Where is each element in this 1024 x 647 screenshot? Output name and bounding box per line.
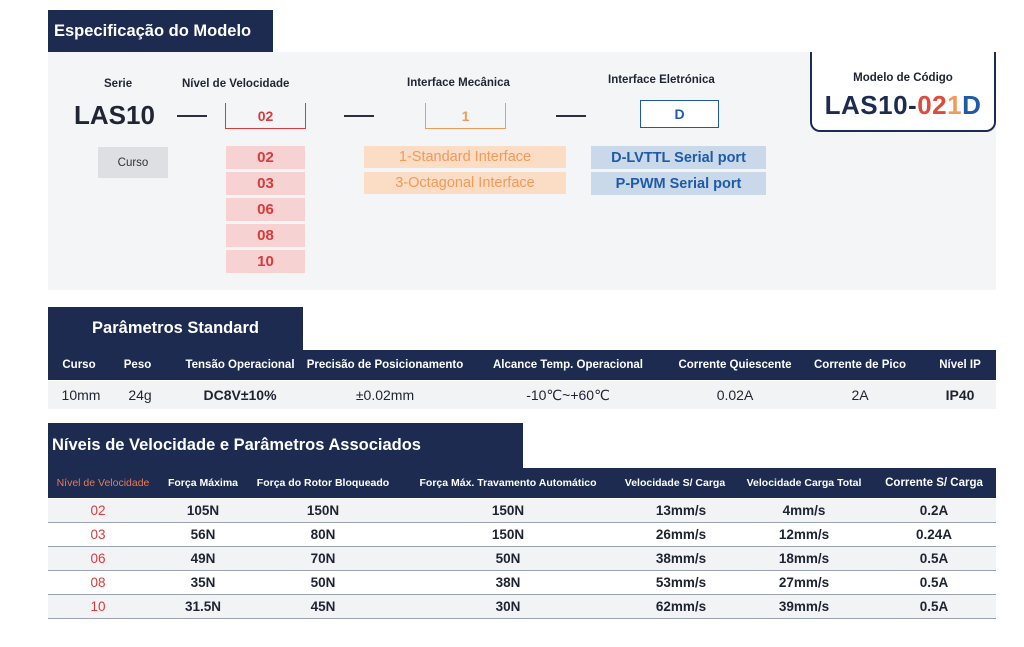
model-code-label: Modelo de Código [853,72,953,84]
standard-value-row [48,381,996,409]
speeds-header-cell: Força do Rotor Bloqueado [256,477,390,489]
speed-level-cell: 02 [90,503,106,518]
full-load-speed-cell: 18mm/s [778,551,830,566]
no-load-speed-cell: 38mm/s [655,551,707,566]
mech-code-box[interactable] [425,103,506,129]
standard-header-cell: Precisão de Posicionamento [306,359,464,371]
standard-value-cell: 24g [128,387,152,403]
standard-header-cell: Corrente de Pico [813,359,907,371]
stall-force-cell: 150N [306,503,340,518]
self-lock-force-cell: 50N [495,551,521,566]
full-load-speed-cell: 39mm/s [778,599,830,614]
table-row [48,595,996,618]
standard-value-cell: 2A [851,387,869,403]
spec-section-title [48,10,273,52]
standard-value-cell: 0.02A [716,387,754,403]
separator-dash-3 [556,115,586,117]
row-divider [48,546,996,547]
model-code-speed: 02 [917,90,948,120]
standard-header-cell: Nível IP [939,359,981,371]
serie-label: Serie [104,78,133,90]
standard-header-cell: Corrente Quiescente [678,359,792,371]
speeds-section-title [48,423,523,468]
speeds-title-text: Níveis de Velocidade e Parâmetros Associados [52,436,421,454]
elec-option[interactable]: D-LVTTL Serial port [591,146,766,169]
max-force-cell: 56N [190,527,216,542]
row-divider [48,618,996,619]
row-divider [48,570,996,571]
speeds-header-cell: Força Máxima [167,477,239,489]
spec-title-text: Especificação do Modelo [54,21,252,40]
standard-header-cell: Tensão Operacional [185,359,295,371]
stall-force-cell: 50N [310,575,336,590]
self-lock-force-cell: 38N [495,575,521,590]
no-load-current-cell: 0.2A [919,503,949,518]
standard-value-cell: IP40 [945,387,975,403]
standard-value-cell: ±0.02mm [355,387,415,403]
standard-header-cell: Alcance Temp. Operacional [493,359,643,371]
full-load-speed-cell: 4mm/s [782,503,826,518]
speed-code-value: 02 [257,107,274,124]
standard-value-cell: 10mm [61,387,101,403]
table-row [48,523,996,546]
no-load-current-cell: 0.5A [919,599,949,614]
standard-value-cell: -10℃~+60℃ [526,386,610,403]
full-load-speed-cell: 27mm/s [778,575,830,590]
no-load-current-cell: 0.24A [915,527,953,542]
mech-code-value: 1 [461,107,470,124]
speeds-header-cell: Velocidade S/ Carga [624,477,726,489]
speed-option[interactable]: 06 [226,198,305,221]
elec-interface-label: Interface Eletrónica [608,74,715,86]
standard-value-cell: DC8V±10% [203,387,277,403]
speeds-header-cell: Corrente S/ Carga [885,477,983,489]
speed-option[interactable]: 02 [226,146,305,169]
speed-level-cell: 06 [90,551,106,566]
speed-level-cell: 08 [90,575,106,590]
speed-option[interactable]: 10 [226,250,305,273]
table-row [48,571,996,594]
no-load-speed-cell: 13mm/s [655,503,707,518]
model-code-elec: D [962,90,982,120]
max-force-cell: 35N [190,575,216,590]
model-code-prefix: LAS10- [824,90,918,120]
speed-level-cell: 03 [90,527,106,542]
speed-option[interactable]: 08 [226,224,305,247]
elec-code-value: D [674,106,685,122]
stall-force-cell: 80N [310,527,336,542]
mech-option[interactable]: 3-Octagonal Interface [364,172,566,194]
max-force-cell: 105N [186,503,220,518]
self-lock-force-cell: 150N [491,527,525,542]
max-force-cell: 31.5N [184,599,222,614]
speed-level-label: Nível de Velocidade [182,78,290,90]
no-load-speed-cell: 26mm/s [655,527,707,542]
speed-code-box[interactable] [225,103,306,129]
no-load-speed-cell: 62mm/s [655,599,707,614]
speeds-header-cell: Velocidade Carga Total [746,477,862,489]
no-load-speed-cell: 53mm/s [655,575,707,590]
mech-option[interactable]: 1-Standard Interface [364,146,566,168]
separator-dash-1 [177,115,207,117]
elec-code-box[interactable] [640,100,719,128]
model-code-card [810,52,996,132]
table-row [48,547,996,570]
speeds-header-cell: Força Máx. Travamento Automático [419,477,597,489]
standard-header-cell: Peso [123,359,152,371]
standard-header-cell: Curso [62,359,96,371]
speed-level-cell: 10 [90,599,106,614]
stall-force-cell: 70N [310,551,336,566]
max-force-cell: 49N [190,551,216,566]
model-code-value [812,90,994,121]
standard-section-title [48,307,303,350]
speeds-header-cell: Nível de Velocidade [56,477,150,489]
speeds-header-row [48,468,996,498]
row-divider [48,522,996,523]
no-load-current-cell: 0.5A [919,551,949,566]
speed-option[interactable]: 03 [226,172,305,195]
mech-interface-label: Interface Mecânica [407,77,510,89]
stroke-button[interactable] [98,147,168,178]
no-load-current-cell: 0.5A [919,575,949,590]
stroke-button-label: Curso [117,156,149,169]
standard-header-row [48,350,996,380]
stall-force-cell: 45N [310,599,336,614]
standard-title-text: Parâmetros Standard [92,319,259,337]
self-lock-force-cell: 150N [491,503,525,518]
table-row [48,499,996,522]
row-divider [48,594,996,595]
full-load-speed-cell: 12mm/s [778,527,830,542]
serie-value: LAS10 [74,100,155,130]
elec-option[interactable]: P-PWM Serial port [591,172,766,195]
separator-dash-2 [344,115,374,117]
self-lock-force-cell: 30N [495,599,521,614]
model-code-mech: 1 [947,90,963,120]
